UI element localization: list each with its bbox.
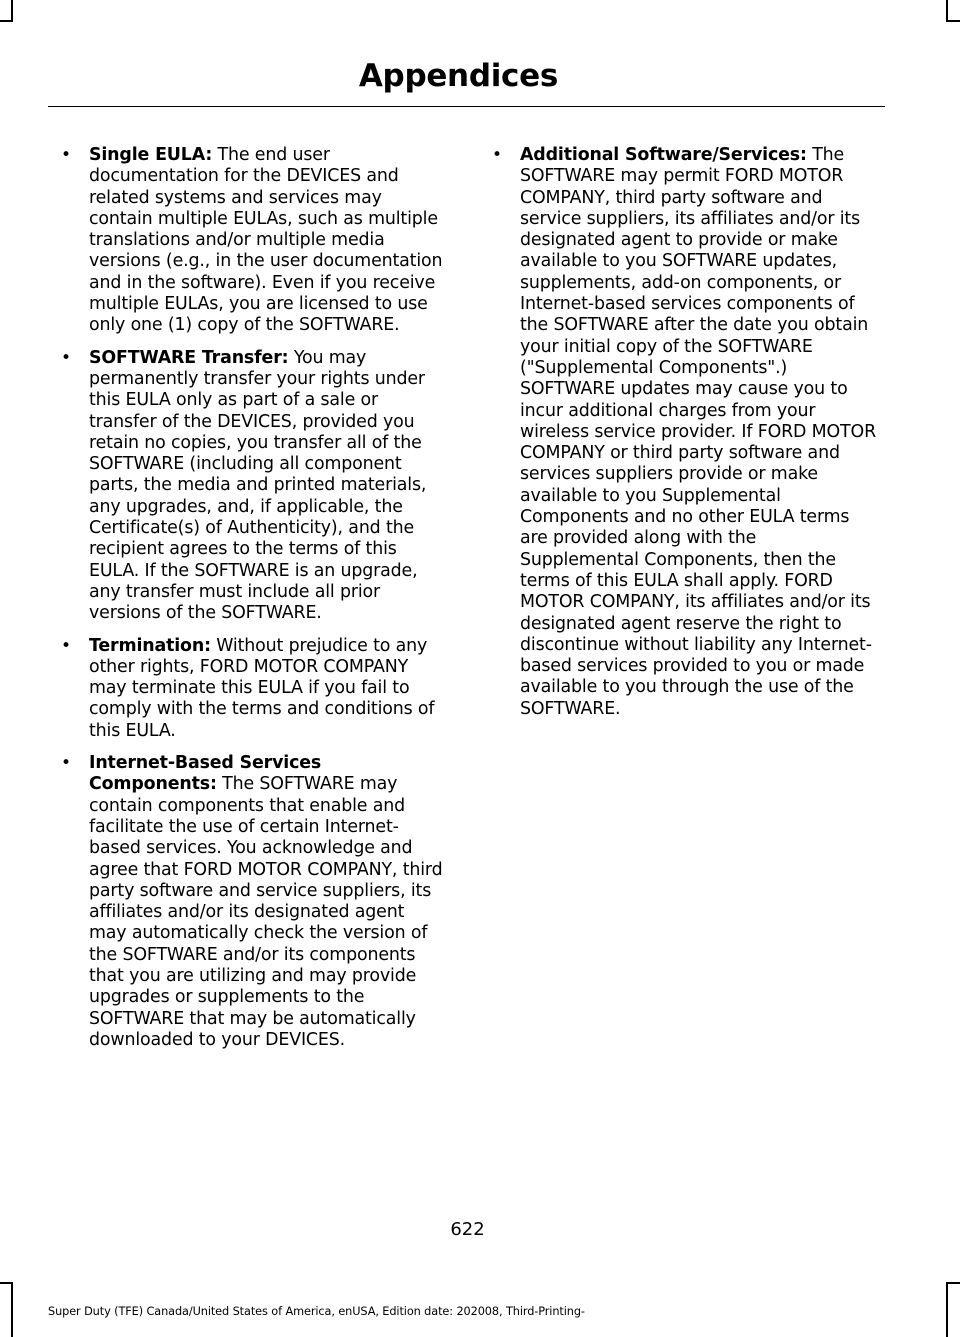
right-column	[492, 145, 880, 731]
bullet-marker: •	[61, 145, 71, 165]
crop-mark-top-right-vertical	[946, 0, 948, 20]
bullet-marker: •	[492, 145, 502, 165]
crop-mark-bottom-right-vertical	[946, 1282, 948, 1337]
header-divider	[48, 106, 885, 107]
page-number: 622	[450, 1219, 485, 1240]
list-item-software-transfer	[61, 348, 446, 625]
bullet-marker: •	[61, 753, 71, 774]
item-text: You may permanently transfer your rights under this EULA only as part of a sale or transfer of the DEVICES, provided you retain no copies, you transfer all of the SOFTWARE (including all component parts, the media and printed materials, any upgrades, and, if applicable, the Certificate(s) of Authenticity), and the recipient agrees to the terms of this EULA. If the SOFTWARE is an upgrade, any transfer must include all prior versions of the SOFTWARE.	[89, 347, 427, 624]
crop-mark-bottom-left-horizontal	[0, 1282, 13, 1284]
crop-mark-top-right-horizontal	[946, 20, 960, 22]
list-item-additional-software	[492, 145, 880, 720]
crop-mark-bottom-right-horizontal	[946, 1282, 960, 1284]
item-text: The end user documentation for the DEVICES and related systems and services may contain multiple EULAs, such as multiple translations and/or multiple media versions (e.g., in the user documentation and in the software). Even if you receive multiple EULAs, you are licensed to use only one (1) copy of the SOFTWARE.	[89, 145, 443, 336]
page-title: Appendices	[358, 58, 558, 94]
left-column	[61, 145, 446, 1062]
list-item-single-eula	[61, 145, 446, 337]
item-term: Termination:	[89, 635, 211, 656]
item-term: Single EULA:	[89, 145, 213, 165]
item-text: The SOFTWARE may contain components that enable and facilitate the use of certain Internet-based services. You acknowledge and agree that FORD MOTOR COMPANY, third party software and service suppliers, its affiliates and/or its designated agent may automatically check the version of the SOFTWARE and/or its components that you are utilizing and may provide upgrades or supplements to the SOFTWARE that may be automatically downloaded to your DEVICES.	[89, 774, 443, 1050]
item-text: The SOFTWARE may permit FORD MOTOR COMPANY, third party software and service suppliers, its affiliates and/or its designated agent to provide or make available to you SOFTWARE updates, supplements, add-on components, or Internet-based services components of the SOFTWARE after the date you obtain your initial copy of the SOFTWARE ("Supplemental Components".) SOFTWARE updates may cause you to incur additional charges from your wireless service provider. If FORD MOTOR COMPANY or third party software and services suppliers provide or make available to you Supplemental Components and no other EULA terms are provided along with the Supplemental Components, then the terms of this EULA shall apply. FORD MOTOR COMPANY, its affiliates and/or its designated agent reserve the right to discontinue without liability any Internet-based services provided to you or made available to you through the use of the SOFTWARE.	[520, 145, 877, 719]
item-term: Additional Software/Services:	[520, 145, 807, 165]
crop-mark-top-left-horizontal	[0, 20, 13, 22]
list-item-termination	[61, 636, 446, 742]
bullet-marker: •	[61, 635, 71, 656]
item-term: Internet-Based Services Components:	[89, 753, 322, 795]
item-text: Without prejudice to any other rights, FORD MOTOR COMPANY may terminate this EULA if you fail to comply with the terms and conditions of this EULA.	[89, 635, 435, 741]
right-bullet-list	[492, 145, 880, 720]
crop-mark-top-left-vertical	[11, 0, 13, 20]
list-item-internet-based-services	[61, 753, 446, 1051]
footer-edition-info: Super Duty (TFE) Canada/United States of America, enUSA, Edition date: 202008, Third-Printing-	[48, 1305, 585, 1318]
crop-mark-bottom-left-vertical	[11, 1282, 13, 1337]
left-bullet-list	[61, 145, 446, 1051]
bullet-marker: •	[61, 347, 71, 368]
item-term: SOFTWARE Transfer:	[89, 347, 289, 368]
